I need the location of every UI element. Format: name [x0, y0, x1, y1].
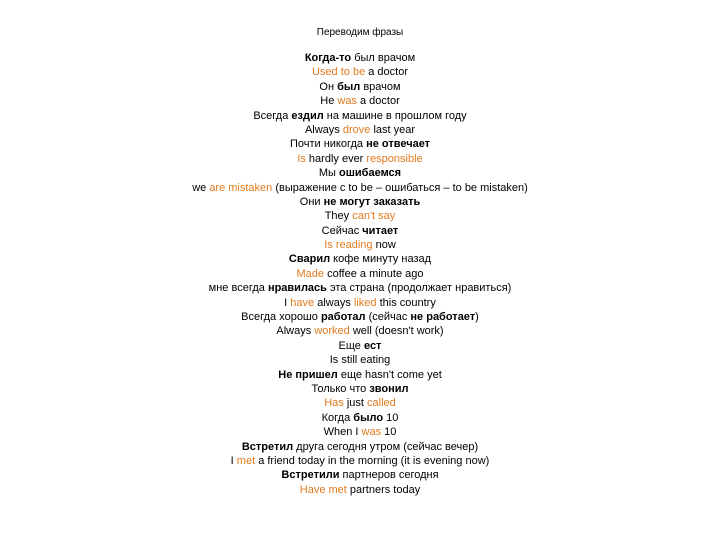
phrase-text: (сейчас: [365, 311, 411, 324]
phrase-line: [0, 440, 720, 454]
phrase-text: Он: [319, 80, 338, 93]
phrase-text: partners today: [346, 483, 421, 496]
phrase-text: I: [230, 454, 237, 467]
phrase-text: мне всегда: [208, 282, 268, 295]
phrase-line: [0, 109, 720, 123]
phrase-bold-text: нравилась: [267, 282, 327, 295]
phrase-bold-text: Встретили: [281, 469, 340, 482]
phrase-bold-text: работал: [320, 311, 366, 324]
phrase-line: [0, 238, 720, 252]
phrase-bold-text: ошибаемся: [339, 167, 402, 180]
phrase-text: He: [320, 95, 338, 108]
phrase-text: we: [192, 181, 210, 194]
phrase-bold-text: не работает: [410, 311, 476, 324]
phrase-line: [0, 137, 720, 151]
phrase-highlight-text: Used to be: [311, 66, 366, 79]
phrase-text: Мы: [318, 167, 340, 180]
phrase-text: Always: [276, 325, 315, 338]
phrase-line: [0, 368, 720, 382]
phrase-text: был врачом: [351, 52, 416, 64]
phrase-bold-text: ест: [363, 339, 382, 352]
phrase-text: a friend today in the morning (it is evening now): [255, 454, 490, 467]
phrase-highlight-text: was: [361, 426, 382, 439]
phrase-line: [0, 252, 720, 266]
phrase-line: [0, 483, 720, 497]
phrase-text: last year: [370, 123, 416, 136]
phrase-text: just: [343, 397, 368, 410]
phrase-text: a doctor: [365, 66, 408, 79]
phrase-bold-text: ездил: [291, 109, 324, 122]
phrase-line: [0, 396, 720, 410]
phrase-text: еще hasn't come yet: [337, 368, 442, 381]
phrase-text: They: [324, 210, 353, 223]
phrase-bold-text: не могут заказать: [323, 195, 421, 208]
phrase-highlight-text: Made: [296, 267, 325, 280]
phrase-line: [0, 123, 720, 137]
phrase-text: Только что: [311, 382, 370, 395]
phrase-highlight-text: Is: [297, 152, 306, 165]
phrase-line: [0, 195, 720, 209]
phrase-highlight-text: can't say: [352, 210, 396, 223]
phrase-text: на машине в прошлом году: [323, 109, 467, 122]
phrase-line: [0, 181, 720, 195]
phrase-highlight-text: worked: [314, 325, 350, 338]
phrase-text: Сейчас: [321, 224, 363, 237]
phrase-text: (выражение с to be – ошибаться – to be mistaken): [272, 181, 528, 194]
phrase-line: [0, 310, 720, 324]
phrase-line: [0, 296, 720, 310]
phrase-text: ): [475, 311, 479, 324]
phrase-text: 10: [383, 411, 399, 424]
phrase-highlight-text: have: [290, 296, 315, 309]
phrase-highlight-text: responsible: [366, 152, 423, 165]
phrase-list: [0, 51, 720, 497]
phrase-highlight-text: met: [236, 454, 256, 467]
phrase-line: [0, 267, 720, 281]
phrase-line: [0, 353, 720, 367]
phrase-line: [0, 382, 720, 396]
page-title: Переводим фразы: [316, 27, 404, 38]
phrase-line: [0, 468, 720, 482]
phrase-line: [0, 425, 720, 439]
phrase-text: друга сегодня утром (сейчас вечер): [293, 440, 479, 453]
phrase-text: 10: [381, 426, 397, 439]
phrase-line: [0, 281, 720, 295]
phrase-highlight-text: Is reading: [324, 239, 373, 252]
phrase-bold-text: Встретил: [241, 440, 294, 453]
phrase-text: эта страна (продолжает нравиться): [326, 282, 512, 295]
phrase-text: now: [372, 239, 396, 252]
phrase-bold-text: читает: [362, 224, 399, 237]
phrase-bold-text: было: [353, 411, 384, 424]
phrase-highlight-text: called: [367, 397, 396, 410]
phrase-text: well (doesn't work): [349, 325, 444, 338]
phrase-line: [0, 224, 720, 238]
phrase-text: Еще: [338, 339, 364, 352]
phrase-text: this country: [376, 296, 436, 309]
phrase-text: партнеров сегодня: [339, 469, 439, 482]
phrase-text: кофе минуту назад: [330, 253, 432, 266]
phrase-text: Всегда: [253, 109, 292, 122]
phrase-line: [0, 94, 720, 108]
phrase-text: When I: [323, 426, 362, 439]
phrase-bold-text: не отвечает: [366, 138, 431, 151]
phrase-highlight-text: liked: [353, 296, 377, 309]
phrase-text: Always: [304, 123, 343, 136]
phrase-line: [0, 339, 720, 353]
phrase-text: Они: [299, 195, 324, 208]
phrase-line: [0, 65, 720, 79]
phrase-bold-text: звонил: [369, 382, 409, 395]
phrase-text: Всегда хорошо: [241, 311, 321, 324]
phrase-highlight-text: Has: [324, 397, 344, 410]
phrase-bold-text: Не пришел: [278, 368, 338, 381]
phrase-text: врачом: [360, 80, 401, 93]
phrase-line: [0, 454, 720, 468]
phrase-highlight-text: Have met: [299, 483, 347, 496]
phrase-line: [0, 80, 720, 94]
phrase-highlight-text: are mistaken: [209, 181, 273, 194]
phrase-line: [0, 324, 720, 338]
phrase-highlight-text: drove: [342, 123, 371, 136]
phrase-highlight-text: was: [337, 95, 357, 108]
phrase-text: hardly ever: [305, 152, 367, 165]
phrase-text: Почти никогда: [289, 138, 367, 151]
phrase-text: always: [314, 296, 354, 309]
phrase-line: [0, 152, 720, 166]
phrase-text: a doctor: [356, 95, 400, 108]
phrase-bold-text: Сварил: [288, 253, 331, 266]
phrase-line: [0, 166, 720, 180]
phrase-text: coffee a minute ago: [324, 267, 424, 280]
phrase-text: I: [284, 296, 291, 309]
phrase-text: Is still eating: [329, 354, 391, 367]
phrase-text: Когда: [321, 411, 354, 424]
phrase-line: [0, 209, 720, 223]
phrase-bold-text: Когда-то: [304, 52, 352, 64]
phrase-bold-text: был: [337, 80, 361, 93]
phrase-line: [0, 411, 720, 425]
phrase-line: [0, 51, 720, 65]
